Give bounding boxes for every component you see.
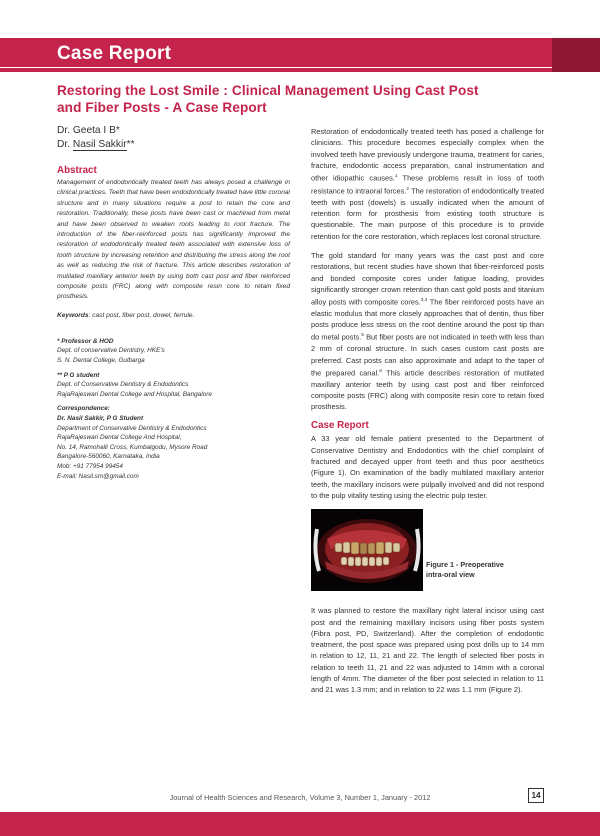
intro-paragraph-1: [311, 126, 544, 242]
intro-p1-text-b: These problems result in loss of tooth resistance to intraoral forces.: [311, 173, 544, 196]
intro-p2-text-d: This article describes restoration of mutilated maxillary anterior teeth by using cast post and fiber reinforced composite posts (FRC) along with composite resin core to retain fixed prosthesis.: [311, 368, 544, 412]
affiliation-1: [57, 337, 290, 366]
affiliation-2: [57, 371, 290, 400]
correspondence-label: Correspondence:: [57, 405, 110, 413]
case-report-paragraph-2: It was planned to restore the maxillary right lateral incisor using cast post and the remaining maxillary incisors using fiber posts system (Fibra post, PD, Switzerland). After the completion of endodontic treatment, the post space was prepared using post drills up to 14 mm in relation to 12, 11, 21 and 22. The length of selected fiber posts in relation to teeth 11, 21 and 22 was adjusted to 14mm with a coronal length of 4mm. The diameter of the fiber post selected in relation to 11 and 21 was 1.3 mm; and in relation to 22 was 1.1 mm (Figure 2).: [311, 606, 544, 695]
journal-citation-footer: Journal of Health Sciences and Research, Volume 3, Number 1, January - 2012: [169, 793, 431, 802]
header-divider: [0, 67, 600, 68]
citation: 6: [379, 368, 382, 374]
intro-p1-text-c: The restoration of endodontically treated teeth with post (dowels) is usually indicated when the amount of retention form for prosthesis from existing tooth structure is questionable. The main purpose of this procedure is to provide retention for the core restoration, which replaces lost coronal structure.: [311, 186, 545, 241]
intraoral-photo-image: [311, 509, 423, 591]
correspondence-name: Dr. Nasil Sakkir, P G Student: [57, 415, 144, 423]
intro-p1-text-a: Restoration of endodontically treated teeth has posed a challenge for clinicians. This procedure becomes especially complex when the involved teeth have previously undergone trauma, treatment for caries, fracture, endodontic access preparation, canal instrumentation and other idiopathic causes.: [311, 127, 544, 183]
correspondence-line-3: No. 14, Ramohalli Cross, Kumbalgodu, Mysore Road: [57, 443, 208, 451]
section-title: Case Report: [57, 43, 172, 64]
affiliation-2-line-2: RajaRajeswari Dental College and Hospital, Bangalore: [57, 390, 212, 398]
keywords-value: : cast post, fiber post, dowel, ferrule.: [88, 311, 195, 319]
page-number: 14: [528, 788, 544, 803]
citation: 2: [406, 186, 410, 192]
author-2: [57, 138, 135, 152]
keywords: [57, 311, 290, 321]
figure-1-caption: [426, 560, 504, 580]
intro-p2-text-a: The gold standard for many years was the cast post and core restorations, but recent studies have shown that fiber-reinforced posts and bonded composite cores under fatigue loading, provides significantly stronger crown retention than cast gold posts and titanium alloy posts with composite cores.: [311, 250, 544, 307]
intro-p2-text-c: But fiber posts are not indicated in teeth with less than 2 mm of coronal structure. In such cases custom cast posts are preferred. Cast posts can also approximate and adapt to the taper of the prepared canal.: [311, 332, 545, 378]
author-2-suffix: **: [126, 139, 135, 150]
intro-p2-text-b: The fiber reinforced posts have an elastic modulus that more closely approaches that of dentin, thus fiber posts produce less stress on the root dentine around the post tip than do metal posts.: [311, 297, 544, 342]
left-column: [57, 165, 290, 481]
right-column: [311, 126, 544, 704]
correspondence-line-4: Bangalore-560060, Karnataka, India: [57, 453, 160, 461]
author-2-prefix: Dr.: [57, 139, 73, 150]
intraoral-photo-illustration: [311, 509, 423, 591]
section-header-band: [0, 38, 600, 72]
correspondence-line-2: RajaRajeswari Dental College And Hospital,: [57, 434, 182, 442]
correspondence-line-1: Department of Conservative Dentistry & Endodontics: [57, 424, 207, 432]
citation: 1: [394, 174, 398, 180]
case-report-heading: Case Report: [311, 420, 369, 432]
figure-1-caption-line-1: Figure 1 - Preoperative: [426, 560, 504, 570]
figure-1: [311, 509, 544, 599]
affiliation-2-role: ** P G student: [57, 371, 100, 379]
author-1: Dr. Geeta I B*: [57, 125, 120, 136]
correspondence: [57, 404, 290, 481]
author-list: [57, 124, 135, 152]
figure-1-caption-line-2: intra-oral view: [426, 570, 475, 580]
correspondence-email: E-mail: Nasil.sm@gmail.com: [57, 472, 139, 480]
affiliation-1-line-1: Dept. of conservative Dentistry, HKE's: [57, 347, 165, 355]
keywords-label: Keywords: [57, 311, 89, 319]
affiliation-1-line-2: S. N. Dental College, Gulbarga: [57, 357, 145, 365]
header-accent-block: [552, 38, 600, 72]
intro-paragraph-2: [311, 250, 544, 413]
case-report-paragraph-1: A 33 year old female patient presented to the Department of Conservative Dentistry and Endodontics with the chief complaint of fractured and decayed upper front teeth and thus poor aesthetics (Figure 1). On examination of the badly multilated maxillary anterior teeth, the maxillary incisors were pulpally involved and did not respond to the pulp vitality testing using the electric pulp tester.: [311, 434, 544, 500]
correspondence-phone: Mob: +91 77954 99454: [57, 463, 123, 470]
affiliation-2-line-1: Dept. of Conservative Dentistry & Endodontics: [57, 381, 189, 389]
abstract-heading: Abstract: [57, 165, 97, 176]
citation: 5: [361, 333, 364, 339]
affiliation-1-role: * Professor & HOD: [57, 337, 114, 345]
citation: 3,4: [420, 298, 428, 304]
footer-band: [0, 812, 600, 836]
article-title: Restoring the Lost Smile : Clinical Management Using Cast Post and Fiber Posts - A Case Report: [57, 83, 479, 115]
author-2-name: Nasil Sakkir: [72, 139, 127, 150]
abstract-text: Management of endodontically treated teeth has always posed a challenge in clinical practices. Teeth that have been endodontically treated have little coronal structure and in many situations require a post to retain the core and restoration. Traditionally, these posts have been cast or machined from metal and have been observed to weaken roots leading to root fracture. The introduction of the fiber-reinforced posts has significantly improved the restoration of endodontically treated teeth associated with extensive loss of tooth structure by increasing retention and distributing the stress along the root as well as reducing the risk of fracture. This article describes restoration of mutilated maxillary anterior teeth by using both cast post and fiber reinforced composite posts (FRC) along with composite resin core to retain fixed prosthesis.: [57, 179, 290, 301]
